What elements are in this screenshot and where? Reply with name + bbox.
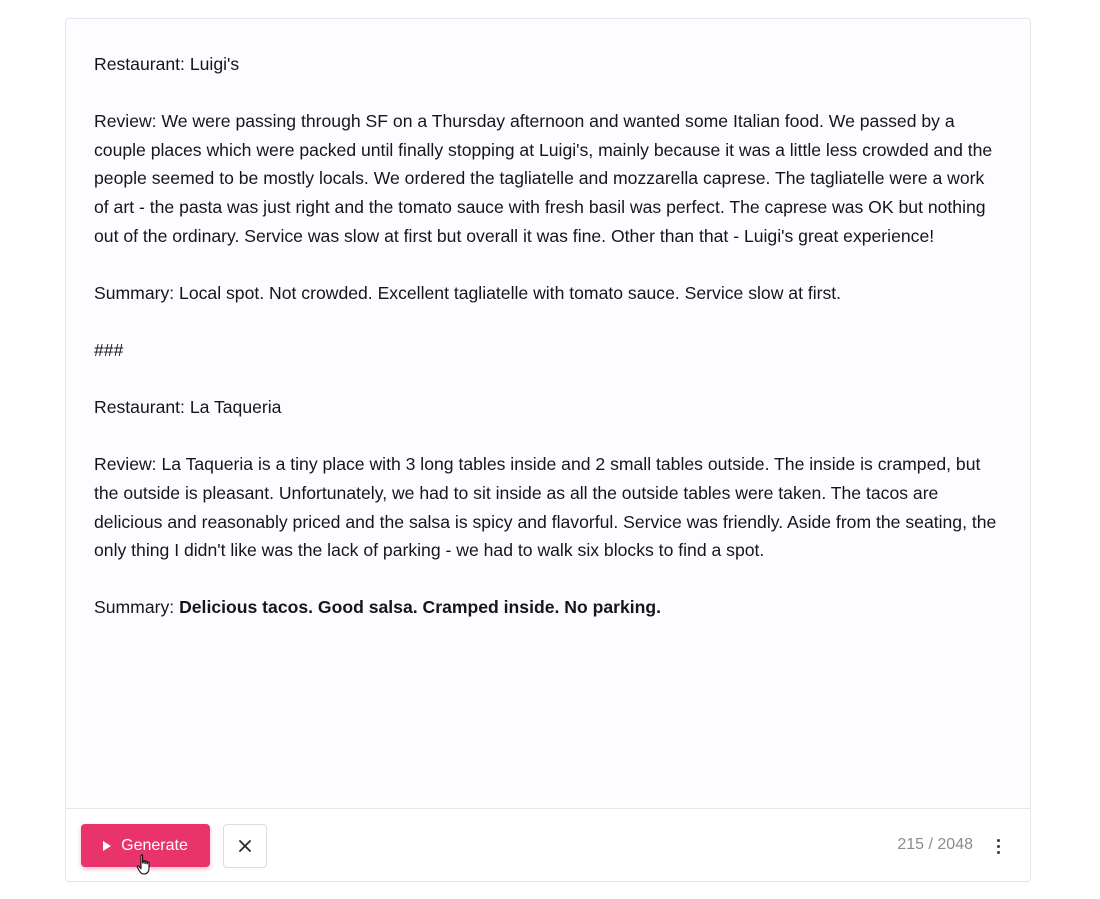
summary-prefix: Summary: (94, 597, 180, 618)
editor-footer (66, 808, 1030, 881)
prompt-paragraph: Review: We were passing through SF on a Thursday afternoon and wanted some Italian food. We passed by a couple places which were packed until finally stopping at Luigi's, mainly because it was a little less crowded and the people seemed to be mostly locals. We ordered the tagliatelle and mozzarella caprese. The tagliatelle were a work of art - the pasta was just right and the tomato sauce with fresh basil was perfect. The caprese was OK but nothing out of the ordinary. Service was slow at first but overall it was fine. Other than that - Luigi's great experience! (94, 111, 993, 246)
dot (997, 845, 1000, 848)
prompt-paragraph: ### (94, 339, 124, 360)
dot (997, 851, 1000, 854)
prompt-editor[interactable] (66, 19, 1030, 808)
playground-panel (65, 18, 1031, 882)
prompt-paragraph: Summary: Local spot. Not crowded. Excellent tagliatelle with tomato sauce. Service slow at first. (94, 282, 842, 303)
generate-button-label: Generate (121, 836, 188, 854)
final-summary-line (94, 593, 1002, 622)
token-counter: 215 / 2048 (897, 836, 973, 853)
prompt-paragraph: Restaurant: La Taqueria (94, 397, 282, 418)
more-vertical-icon[interactable] (990, 833, 1006, 859)
generated-completion: Delicious tacos. Good salsa. Cramped inside. No parking. (179, 597, 662, 618)
generate-button[interactable] (81, 824, 210, 867)
clear-button[interactable] (223, 824, 267, 868)
play-icon (103, 841, 111, 851)
dot (997, 839, 1000, 842)
prompt-paragraph: Restaurant: Luigi's (94, 54, 240, 74)
prompt-paragraph: Review: La Taqueria is a tiny place with 3 long tables inside and 2 small tables outside. The inside is cramped, but the outside is pleasant. Unfortunately, we had to sit inside as all the outside tables were taken. The tacos are delicious and reasonably priced and the salsa is spicy and flavorful. Service was friendly. Aside from the seating, the only thing I didn't like was the lack of parking - we had to walk six blocks to find a spot. (94, 454, 997, 561)
close-icon (239, 840, 251, 852)
